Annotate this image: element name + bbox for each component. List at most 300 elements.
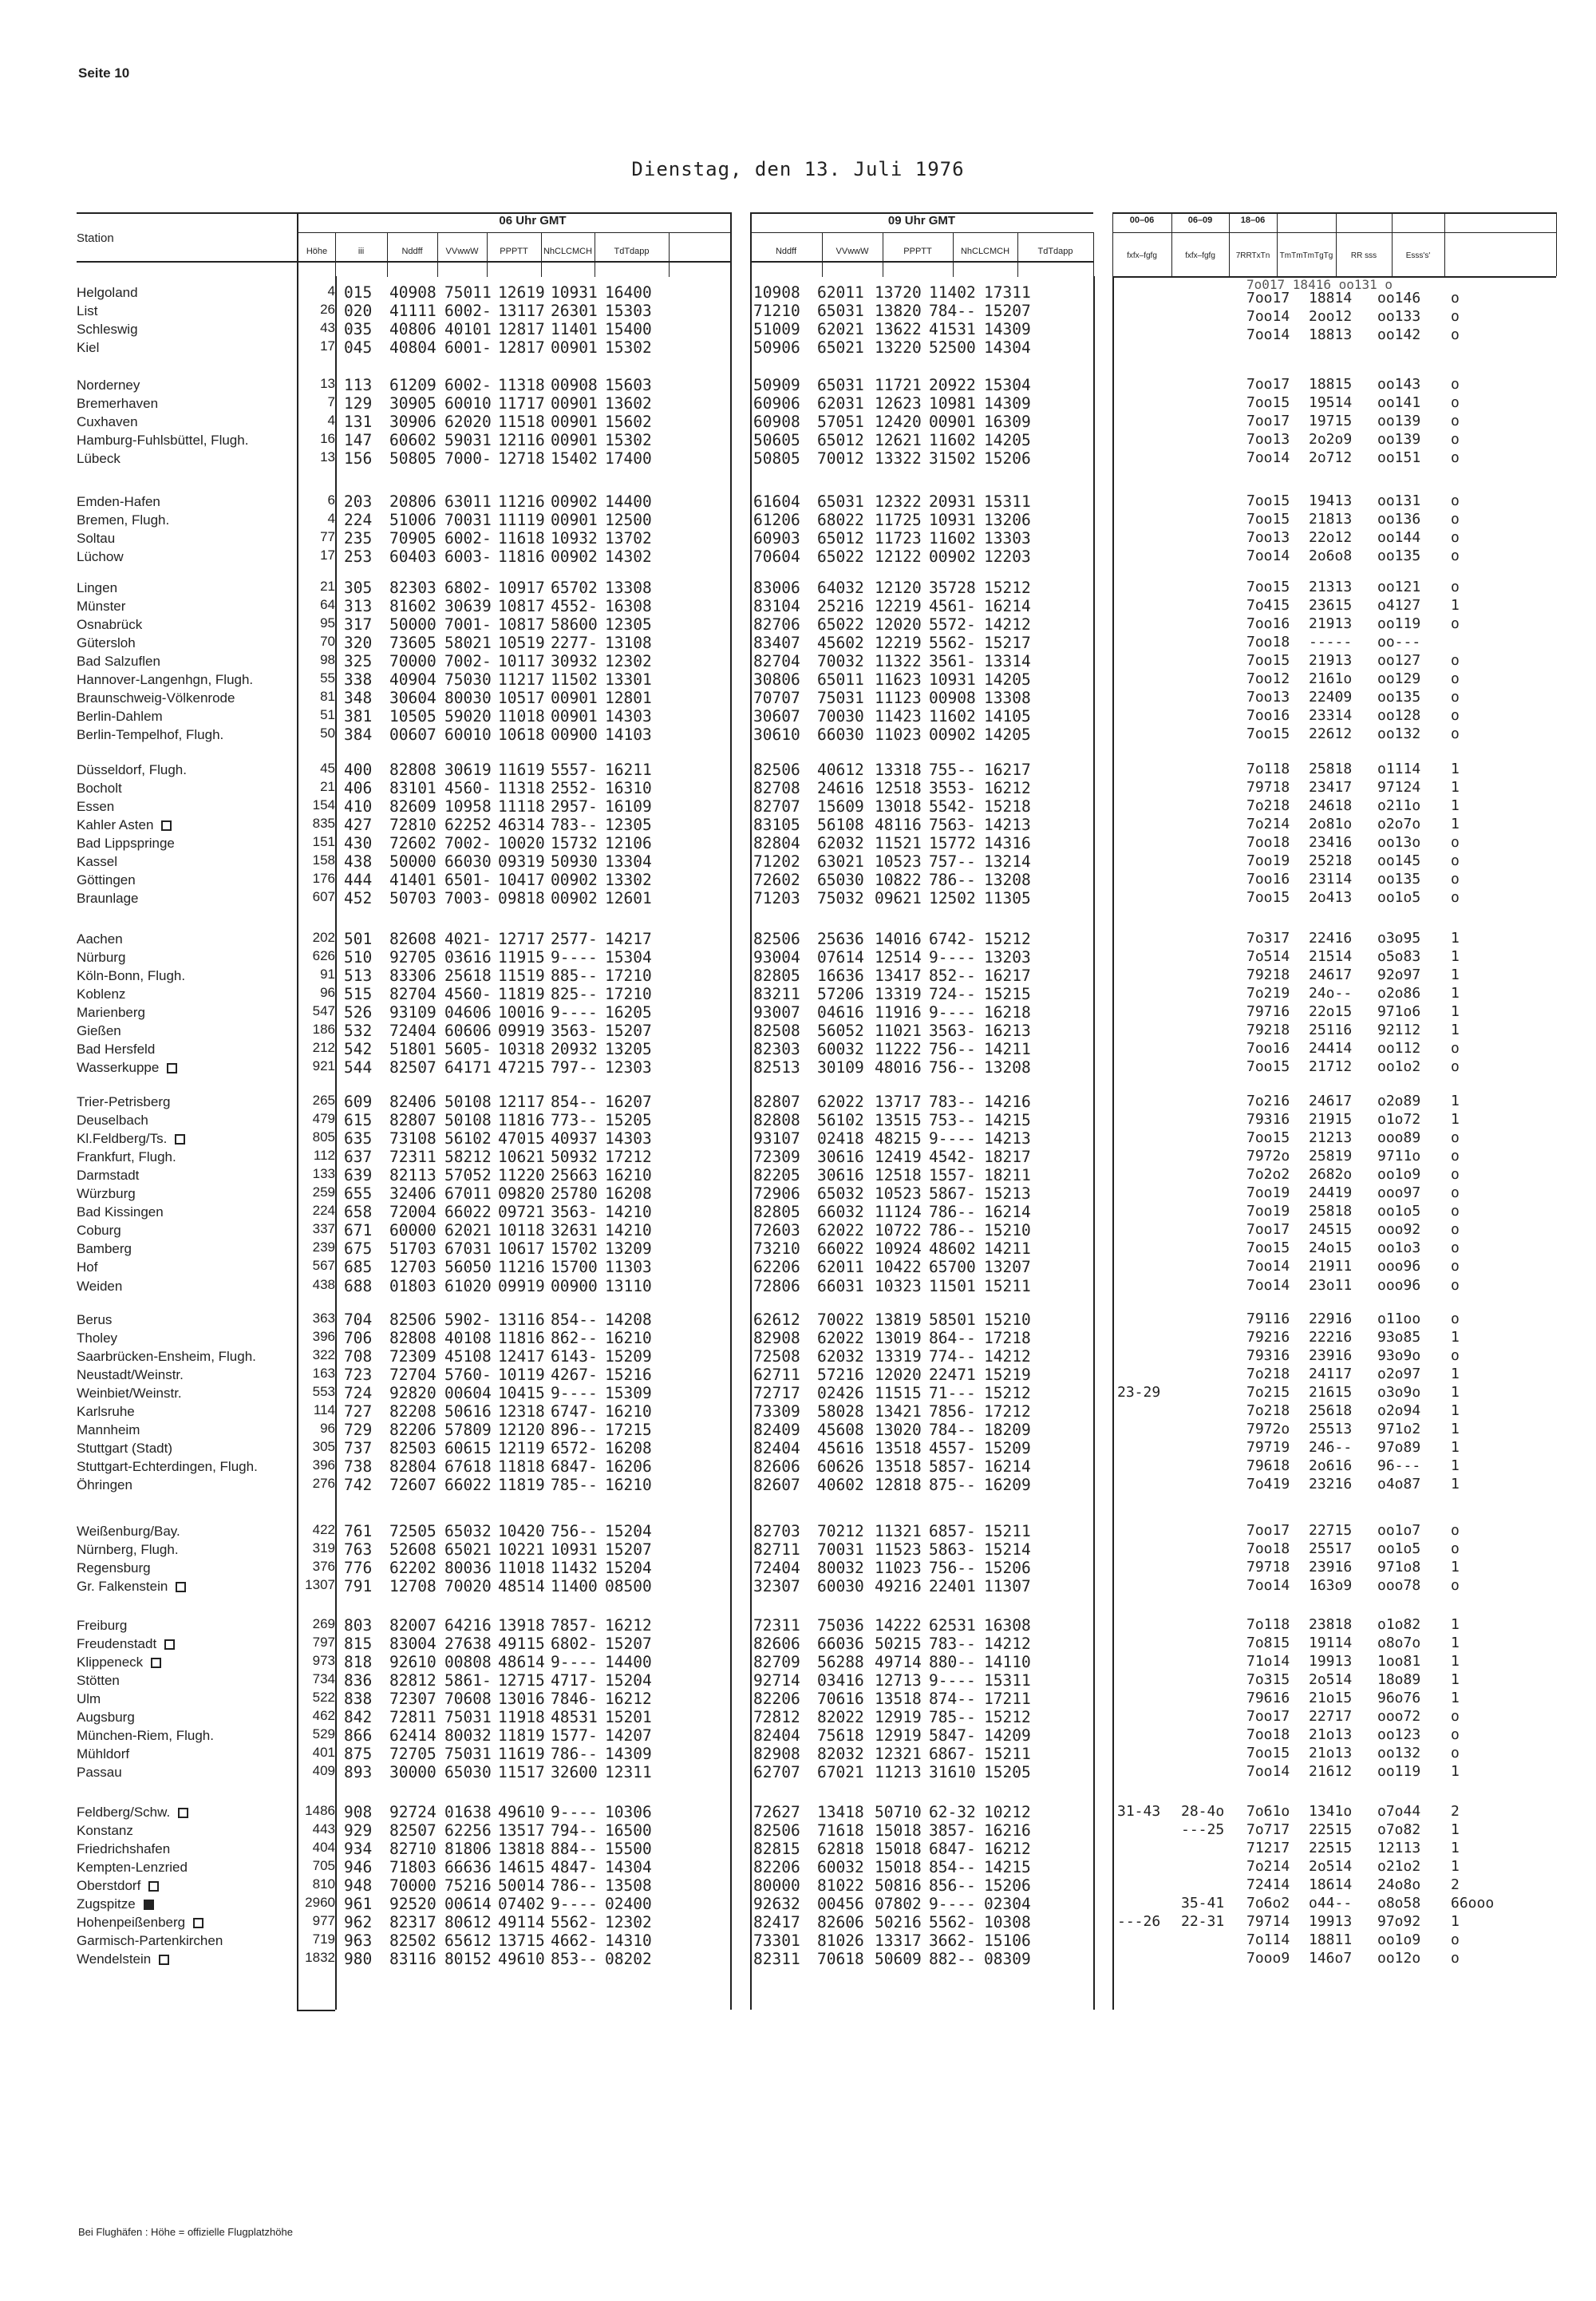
obs-09-value: 71210 [753,302,800,320]
station-index: 763 [344,1540,373,1559]
obs-09-value: 62032 [817,1347,864,1366]
station-height: 17 [320,548,335,563]
extra-group-value: 21612 [1309,1763,1353,1780]
station-index: 410 [344,797,373,816]
extra-group-value: 22612 [1309,725,1353,742]
station-height: 396 [312,1329,335,1344]
obs-06-value: 00901 [551,511,598,529]
obs-09-value: 12219 [875,597,922,615]
obs-06-value: 6143- [551,1347,598,1366]
station-name: Lingen [77,580,118,595]
obs-09-value: 17212 [984,1402,1031,1421]
obs-06-value: 64171 [444,1058,492,1077]
extra-group-value: o [1451,889,1460,906]
header-rule [1112,232,1556,233]
obs-09-value: 75032 [817,889,864,907]
obs-06-value: 83306 [389,967,437,985]
obs-06-value: 82609 [389,797,437,816]
station-name: Tholey [77,1330,118,1346]
obs-06-value: 73108 [389,1129,437,1148]
obs-09-value: 3563- [929,1022,976,1040]
obs-06-value: 12117 [498,1093,545,1111]
obs-09-value: 65032 [817,1184,864,1203]
station-height: 805 [312,1129,335,1145]
obs-06-value: 75216 [444,1876,492,1895]
obs-09-value: 13515 [875,1111,922,1129]
obs-09-value: 882-- [929,1950,976,1968]
obs-06-value: 5562- [551,1913,598,1931]
extra-group-value: 2o514 [1309,1858,1353,1875]
obs-06-value: 13205 [605,1040,652,1058]
obs-06-value: 72309 [389,1347,437,1366]
extra-group-value: 7o317 [1246,930,1290,947]
extra-group-value: 96o76 [1377,1690,1421,1706]
obs-06-value: 47015 [498,1129,545,1148]
station-height: 529 [312,1726,335,1742]
obs-06-value: 17215 [605,1421,652,1439]
obs-09-value: 12020 [875,615,922,634]
extra-group-value: 7o215 [1246,1384,1290,1401]
station-height: 43 [320,320,335,335]
obs-06-value: 52608 [389,1540,437,1559]
station-height: 176 [312,871,335,886]
extra-group-value: 7oo19 [1246,1203,1290,1220]
obs-06-value: 10517 [498,689,545,707]
station-height: 422 [312,1522,335,1537]
obs-09-value: 16636 [817,967,864,985]
obs-09-value: 15018 [875,1821,922,1840]
station-index: 406 [344,779,373,797]
obs-09-value: 11723 [875,529,922,548]
obs-06-value: 9---- [551,1653,598,1671]
obs-09-value: 13819 [875,1311,922,1329]
obs-09-value: 14110 [984,1653,1031,1671]
extra-group-value: 1 [1451,1476,1460,1492]
obs-06-value: 00902 [551,492,598,511]
extra-group-value: 21514 [1309,948,1353,965]
station-name: Mühldorf [77,1746,130,1761]
station-height: 4 [327,413,335,428]
obs-06-value: 25618 [444,967,492,985]
station-height: 438 [312,1277,335,1292]
obs-06-value: 4267- [551,1366,598,1384]
obs-09-value: 82205 [753,1166,800,1184]
obs-09-value: 82303 [753,1040,800,1058]
obs-06-value: 16500 [605,1821,652,1840]
obs-09-value: 50216 [875,1913,922,1931]
obs-06-value: 15209 [605,1347,652,1366]
obs-09-value: 48602 [929,1239,976,1258]
obs-06-value: 12305 [605,816,652,834]
station-index: 727 [344,1402,373,1421]
obs-09-value: 14316 [984,834,1031,852]
obs-09-value: 82506 [753,761,800,779]
obs-09-value: 5847- [929,1726,976,1745]
open-square-marker [148,1881,159,1892]
obs-09-value: 12020 [875,1366,922,1384]
obs-06-value: 9---- [551,948,598,967]
obs-06-value: 2552- [551,779,598,797]
obs-06-value: 10958 [444,797,492,816]
obs-06-value: 14304 [605,1858,652,1876]
obs-06-value: 11518 [498,413,545,431]
extra-group-value: 92112 [1377,1022,1421,1038]
station-index: 637 [344,1148,373,1166]
obs-09-value: 16212 [984,1840,1031,1858]
obs-06-value: 51801 [389,1040,437,1058]
obs-06-value: 61209 [389,376,437,394]
obs-09-value: 50710 [875,1803,922,1821]
obs-06-value: 72602 [389,834,437,852]
obs-06-value: 11303 [605,1258,652,1276]
station-name: Oberstdorf [77,1876,159,1895]
extra-group-value: o1o82 [1377,1616,1421,1633]
station-height: 16 [320,431,335,446]
obs-06-value: 884-- [551,1840,598,1858]
obs-06-value: 11401 [551,320,598,338]
extra-group-value: o [1451,1221,1460,1238]
station-name: München-Riem, Flugh. [77,1728,214,1743]
station-name: Gr. Falkenstein [77,1577,186,1595]
obs-09-value: 02418 [817,1129,864,1148]
station-name: Bamberg [77,1241,132,1256]
extra-group-value: 19114 [1309,1635,1353,1651]
obs-09-value: 72404 [753,1559,800,1577]
obs-09-value: 13317 [875,1931,922,1950]
obs-06-value: 60010 [444,725,492,744]
station-name: Soltau [77,531,116,546]
station-height: 96 [320,985,335,1000]
obs-09-value: 32307 [753,1577,800,1595]
extra-group-value: o [1451,1577,1460,1594]
obs-06-value: 82206 [389,1421,437,1439]
obs-06-value: 10621 [498,1148,545,1166]
obs-09-value: 16217 [984,967,1031,985]
obs-09-value: 82711 [753,1540,800,1559]
station-name: Nürburg [77,950,126,965]
obs-06-value: 10020 [498,834,545,852]
obs-09-value: 31502 [929,449,976,468]
extra-group-value: 7972o [1246,1421,1290,1437]
station-name: Stuttgart-Echterdingen, Flugh. [77,1459,258,1474]
obs-06-value: 6002- [444,376,492,394]
extra-group-value: 23916 [1309,1559,1353,1576]
obs-09-value: 16209 [984,1476,1031,1494]
obs-09-value: 16213 [984,1022,1031,1040]
obs-09-value: 15772 [929,834,976,852]
gust-0609-value: ---25 [1181,1821,1225,1838]
extra-group-value: oo143 [1377,376,1421,393]
obs-06-value: 58212 [444,1148,492,1166]
extra-group-value: 19913 [1309,1913,1353,1930]
obs-09-value: 72311 [753,1616,800,1635]
obs-09-value: 25636 [817,930,864,948]
obs-09-value: 62031 [817,394,864,413]
obs-09-value: 51009 [753,320,800,338]
obs-06-value: 00902 [551,871,598,889]
obs-09-value: 12322 [875,492,922,511]
obs-09-value: 1557- [929,1166,976,1184]
obs-06-value: 72607 [389,1476,437,1494]
station-height: 114 [313,1402,335,1417]
obs-09-value: 13208 [984,871,1031,889]
station-index: 963 [344,1931,373,1950]
station-index: 818 [344,1653,373,1671]
obs-06-value: 60615 [444,1439,492,1457]
obs-06-value: 14217 [605,930,652,948]
col06-header: TdTdapp [614,247,650,256]
station-index: 635 [344,1129,373,1148]
obs-09-value: 11423 [875,707,922,725]
obs-06-value: 80036 [444,1559,492,1577]
obs-06-value: 67011 [444,1184,492,1203]
extra-group-value: oo1o2 [1377,1058,1421,1075]
obs-09-value: 20922 [929,376,976,394]
obs-09-value: 10931 [929,670,976,689]
extra-group-value: oo127 [1377,652,1421,669]
obs-06-value: 65021 [444,1540,492,1559]
obs-06-value: 12119 [498,1439,545,1457]
station-name: Coburg [77,1223,121,1238]
obs-06-value: 62020 [444,413,492,431]
obs-09-value: 82311 [753,1950,800,1968]
obs-06-value: 9---- [551,1895,598,1913]
obs-09-value: 13518 [875,1690,922,1708]
obs-09-value: 73309 [753,1402,800,1421]
extra-group-value: 1 [1451,1858,1460,1875]
extra-group-value: 1 [1451,1616,1460,1633]
extra-group-value: 7oo15 [1246,652,1290,669]
obs-06-value: 10917 [498,579,545,597]
obs-09-value: 52500 [929,338,976,357]
extra-group-value: 92o97 [1377,967,1421,983]
obs-06-value: 11816 [498,548,545,566]
obs-06-value: 13108 [605,634,652,652]
column-rule [750,276,752,2010]
obs-06-value: 09820 [498,1184,545,1203]
obs-09-value: 65031 [817,376,864,394]
extra-group-value: o [1451,1708,1460,1725]
station-height: 305 [312,1439,335,1454]
extra-group-value: 21o13 [1309,1745,1353,1761]
extra-group-value: 1 [1451,1653,1460,1670]
extra-group-value: 25513 [1309,1421,1353,1437]
extra-group-value: 1 [1451,1840,1460,1856]
extra-group-value: 24117 [1309,1366,1353,1382]
obs-09-value: 31610 [929,1763,976,1781]
station-name: Feldberg/Schw. [77,1803,188,1821]
extra-group-value: 71217 [1246,1840,1290,1856]
obs-09-value: 753-- [929,1111,976,1129]
open-square-marker [176,1582,186,1592]
obs-09-value: 50906 [753,338,800,357]
obs-06-value: 7857- [551,1616,598,1635]
period-header: 00–06 [1129,215,1155,225]
extra-group-value: 22515 [1309,1840,1353,1856]
obs-06-value: 6002- [444,529,492,548]
extra-group-value: o2o97 [1377,1366,1421,1382]
extra-group-value: oo128 [1377,707,1421,724]
obs-09-value: 12919 [875,1708,922,1726]
obs-06-value: 27638 [444,1635,492,1653]
extra-group-value: 21313 [1309,579,1353,595]
obs-06-value: 80152 [444,1950,492,1968]
obs-06-value: 6802- [551,1635,598,1653]
extra-group-value: o7o44 [1377,1803,1421,1820]
obs-06-value: 40904 [389,670,437,689]
obs-09-value: 13208 [984,1058,1031,1077]
station-height: 45 [320,761,335,776]
obs-06-value: 13209 [605,1239,652,1258]
obs-09-value: 14105 [984,707,1031,725]
extra-group-value: 7oo15 [1246,889,1290,906]
station-name: Marienberg [77,1005,145,1020]
obs-06-value: 14208 [605,1311,652,1329]
extra-group-value: 7o815 [1246,1635,1290,1651]
obs-09-value: 82404 [753,1726,800,1745]
obs-09-value: 30806 [753,670,800,689]
obs-09-value: 56288 [817,1653,864,1671]
station-index: 908 [344,1803,373,1821]
station-name: Düsseldorf, Flugh. [77,762,187,777]
station-name: Schleswig [77,322,138,337]
extra-group-value: 7o219 [1246,985,1290,1002]
obs-06-value: 10016 [498,1003,545,1022]
obs-06-value: 11618 [498,529,545,548]
obs-06-value: 01638 [444,1803,492,1821]
obs-06-value: 92820 [389,1384,437,1402]
extra-group-value: 7oo16 [1246,615,1290,632]
extra-group-value: 1 [1451,1384,1460,1401]
extra-group-value: oo1o5 [1377,889,1421,906]
obs-09-value: 82206 [753,1858,800,1876]
obs-06-value: 50000 [389,852,437,871]
station-index: 305 [344,579,373,597]
obs-06-value: 9---- [551,1384,598,1402]
gust-0609-value: 35-41 [1181,1895,1225,1912]
obs-09-value: 72309 [753,1148,800,1166]
obs-09-value: 9---- [929,1895,976,1913]
obs-09-value: 83104 [753,597,800,615]
station-index: 961 [344,1895,373,1913]
station-name: Bad Hersfeld [77,1042,156,1057]
obs-09-value: 30610 [753,725,800,744]
obs-06-value: 00908 [551,376,598,394]
obs-09-value: 11305 [984,889,1031,907]
extra-group-value: 79218 [1246,1022,1290,1038]
obs-09-value: 13314 [984,652,1031,670]
station-index: 015 [344,283,373,302]
obs-06-value: 756-- [551,1522,598,1540]
extra-group-value: 97o92 [1377,1913,1421,1930]
obs-09-value: 757-- [929,852,976,871]
obs-06-value: 67031 [444,1239,492,1258]
obs-09-value: 3857- [929,1821,976,1840]
obs-09-value: 9---- [929,948,976,967]
obs-09-value: 62032 [817,834,864,852]
obs-06-value: 896-- [551,1421,598,1439]
col06-header: Nddff [401,247,423,256]
obs-06-value: 41401 [389,871,437,889]
extra-group-value: 1 [1451,1366,1460,1382]
obs-06-value: 11619 [498,761,545,779]
extra-group-value: o [1451,670,1460,687]
obs-06-value: 20806 [389,492,437,511]
station-index: 675 [344,1239,373,1258]
obs-06-value: 00900 [551,725,598,744]
obs-06-value: 11915 [498,948,545,967]
obs-06-value: 40908 [389,283,437,302]
extra-group-value: 79716 [1246,1003,1290,1020]
obs-06-value: 11318 [498,376,545,394]
extra-group-value: 7oo15 [1246,1129,1290,1146]
obs-09-value: 72812 [753,1708,800,1726]
station-height: 259 [312,1184,335,1200]
obs-09-value: 82708 [753,779,800,797]
station-height: 81 [320,689,335,704]
obs-06-value: 25663 [551,1166,598,1184]
obs-09-value: 15210 [984,1221,1031,1239]
obs-06-value: 16205 [605,1003,652,1022]
station-height: 154 [312,797,335,812]
obs-06-value: 14400 [605,492,652,511]
obs-06-value: 5861- [444,1671,492,1690]
obs-06-value: 10417 [498,871,545,889]
obs-09-value: 08309 [984,1950,1031,1968]
station-height: 443 [312,1821,335,1836]
obs-09-value: 15609 [817,797,864,816]
station-index: 438 [344,852,373,871]
obs-09-value: 15211 [984,1745,1031,1763]
obs-09-value: 11602 [929,529,976,548]
station-height: 522 [312,1690,335,1705]
obs-06-value: 70031 [444,511,492,529]
obs-09-value: 15212 [984,1708,1031,1726]
extra-group-value: 79216 [1246,1329,1290,1346]
obs-06-value: 82506 [389,1311,437,1329]
extra-group-value: o8o58 [1377,1895,1421,1912]
obs-09-value: 17211 [984,1690,1031,1708]
obs-06-value: 08202 [605,1950,652,1968]
extra-group-value: 23417 [1309,779,1353,796]
station-index: 045 [344,338,373,357]
extra-group-value: 22o12 [1309,529,1353,546]
obs-06-value: 00901 [551,689,598,707]
station-index: 515 [344,985,373,1003]
station-height: 462 [312,1708,335,1723]
obs-06-value: 30604 [389,689,437,707]
obs-06-value: 80030 [444,689,492,707]
obs-06-value: 15204 [605,1671,652,1690]
obs-09-value: 00902 [929,548,976,566]
obs-09-value: 72508 [753,1347,800,1366]
extra-group-value: 23615 [1309,597,1353,614]
station-height: 95 [320,615,335,631]
obs-06-value: 16210 [605,1476,652,1494]
obs-09-value: 15018 [875,1858,922,1876]
obs-06-value: 00808 [444,1653,492,1671]
obs-09-value: 83211 [753,985,800,1003]
obs-09-value: 11602 [929,707,976,725]
obs-06-value: 62021 [444,1221,492,1239]
obs-06-value: 51703 [389,1239,437,1258]
obs-06-value: 14303 [605,1129,652,1148]
obs-06-value: 15207 [605,1635,652,1653]
obs-09-value: 756-- [929,1040,976,1058]
extra-group-value: 12113 [1377,1840,1421,1856]
extra-group-value: 24617 [1309,1093,1353,1109]
extra-group-value: 97124 [1377,779,1421,796]
